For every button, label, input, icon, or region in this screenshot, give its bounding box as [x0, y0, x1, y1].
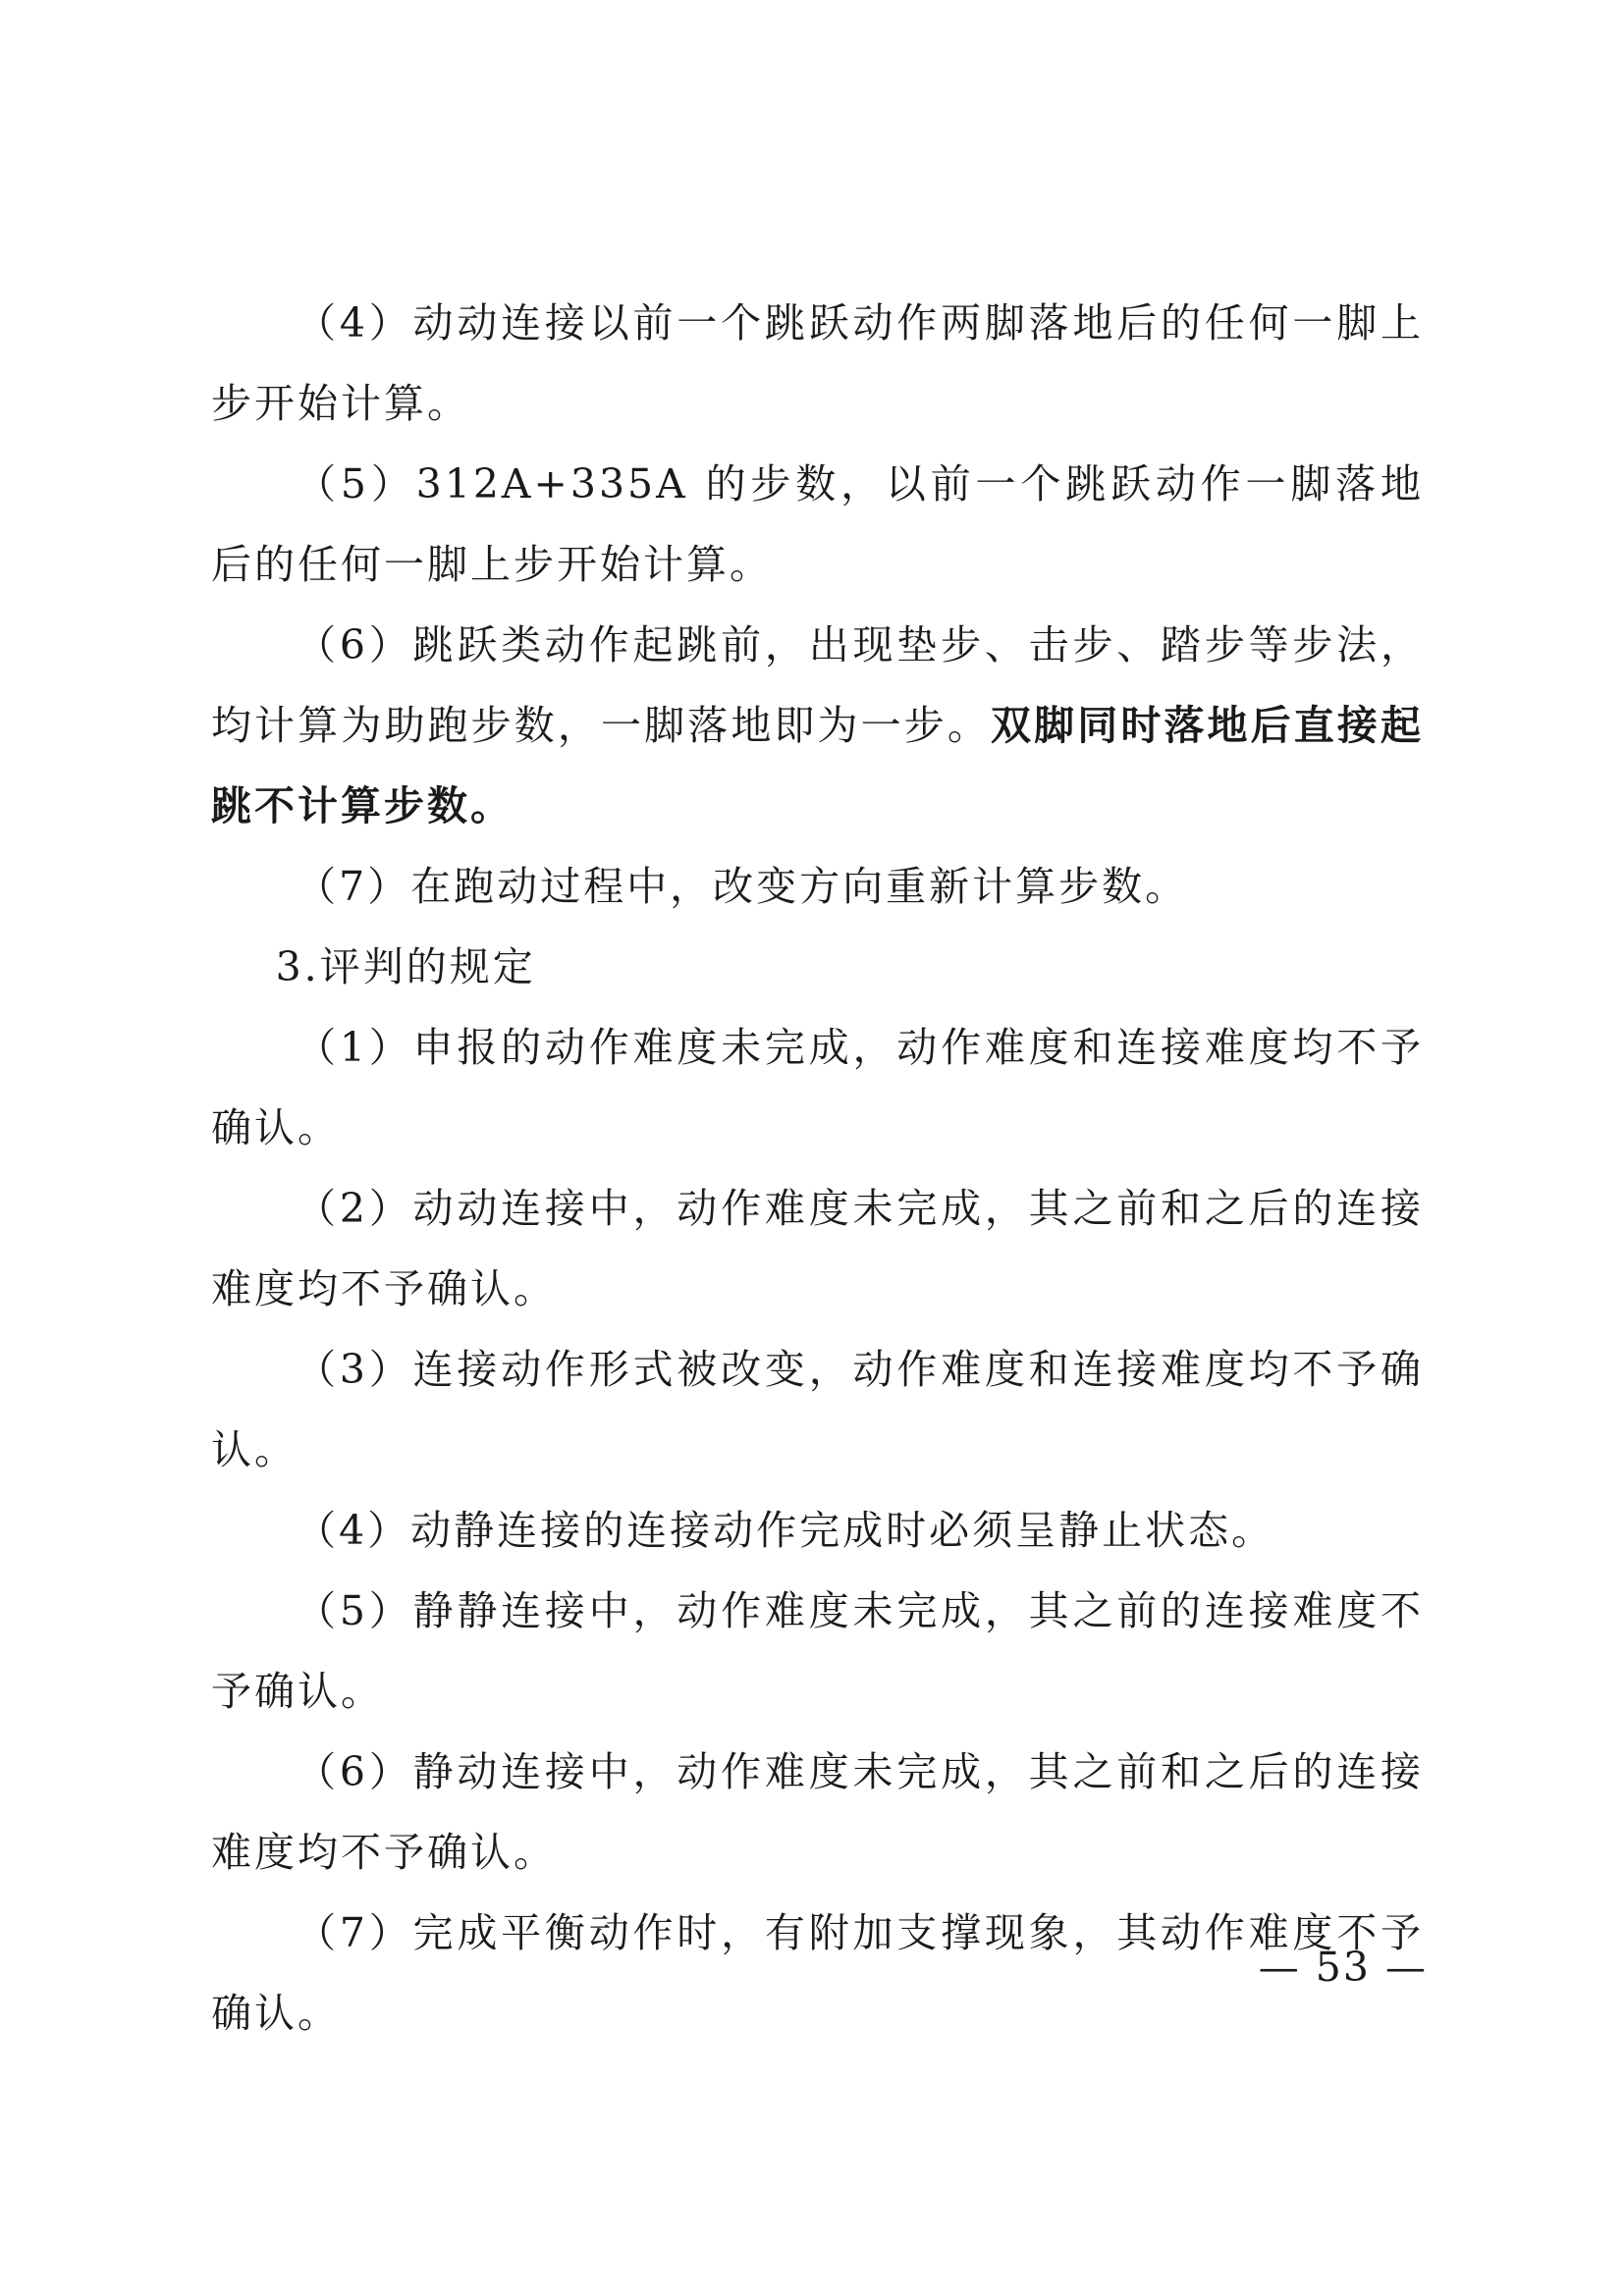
paragraph-judging-3: （3）连接动作形式被改变，动作难度和连接难度均不予确认。: [211, 1346, 1424, 1473]
paragraph-judging-6: （6）静动连接中，动作难度未完成，其之前和之后的连接难度均不予确认。: [211, 1748, 1424, 1876]
bold-emphasis: 双脚同时落地后直接起跳不计算步数。: [211, 702, 1424, 829]
paragraph-jump-count-6: （6）跳跃类动作起跳前，出现垫步、击步、踏步等步法，均计算为助跑步数，一脚落地即为一步。双脚同时落地后直接起跳不计算步数。: [211, 621, 1424, 829]
paragraph-judging-4: （4）动静连接的连接动作完成时必须呈静止状态。: [296, 1507, 1275, 1554]
paragraph-judging-1: （1）申报的动作难度未完成，动作难度和连接难度均不予确认。: [211, 1024, 1424, 1151]
page-number: — 53 —: [1258, 1944, 1428, 1991]
paragraph-judging-2: （2）动动连接中，动作难度未完成，其之前和之后的连接难度均不予确认。: [211, 1185, 1424, 1312]
section-heading-judging-rules: 3.评判的规定: [275, 943, 536, 990]
paragraph-jump-count-4: （4）动动连接以前一个跳跃动作两脚落地后的任何一脚上步开始计算。: [211, 299, 1424, 427]
paragraph-judging-5: （5）静静连接中，动作难度未完成，其之前的连接难度不予确认。: [211, 1587, 1424, 1715]
body-text: [211, 283, 1424, 2054]
paragraph-jump-count-5: （5）312A+335A 的步数，以前一个跳跃动作一脚落地后的任何一脚上步开始计算。: [211, 460, 1424, 588]
paragraph-judging-7: （7）完成平衡动作时，有附加支撑现象，其动作难度不予确认。: [211, 1909, 1424, 2037]
paragraph-jump-count-7: （7）在跑动过程中，改变方向重新计算步数。: [296, 863, 1189, 910]
